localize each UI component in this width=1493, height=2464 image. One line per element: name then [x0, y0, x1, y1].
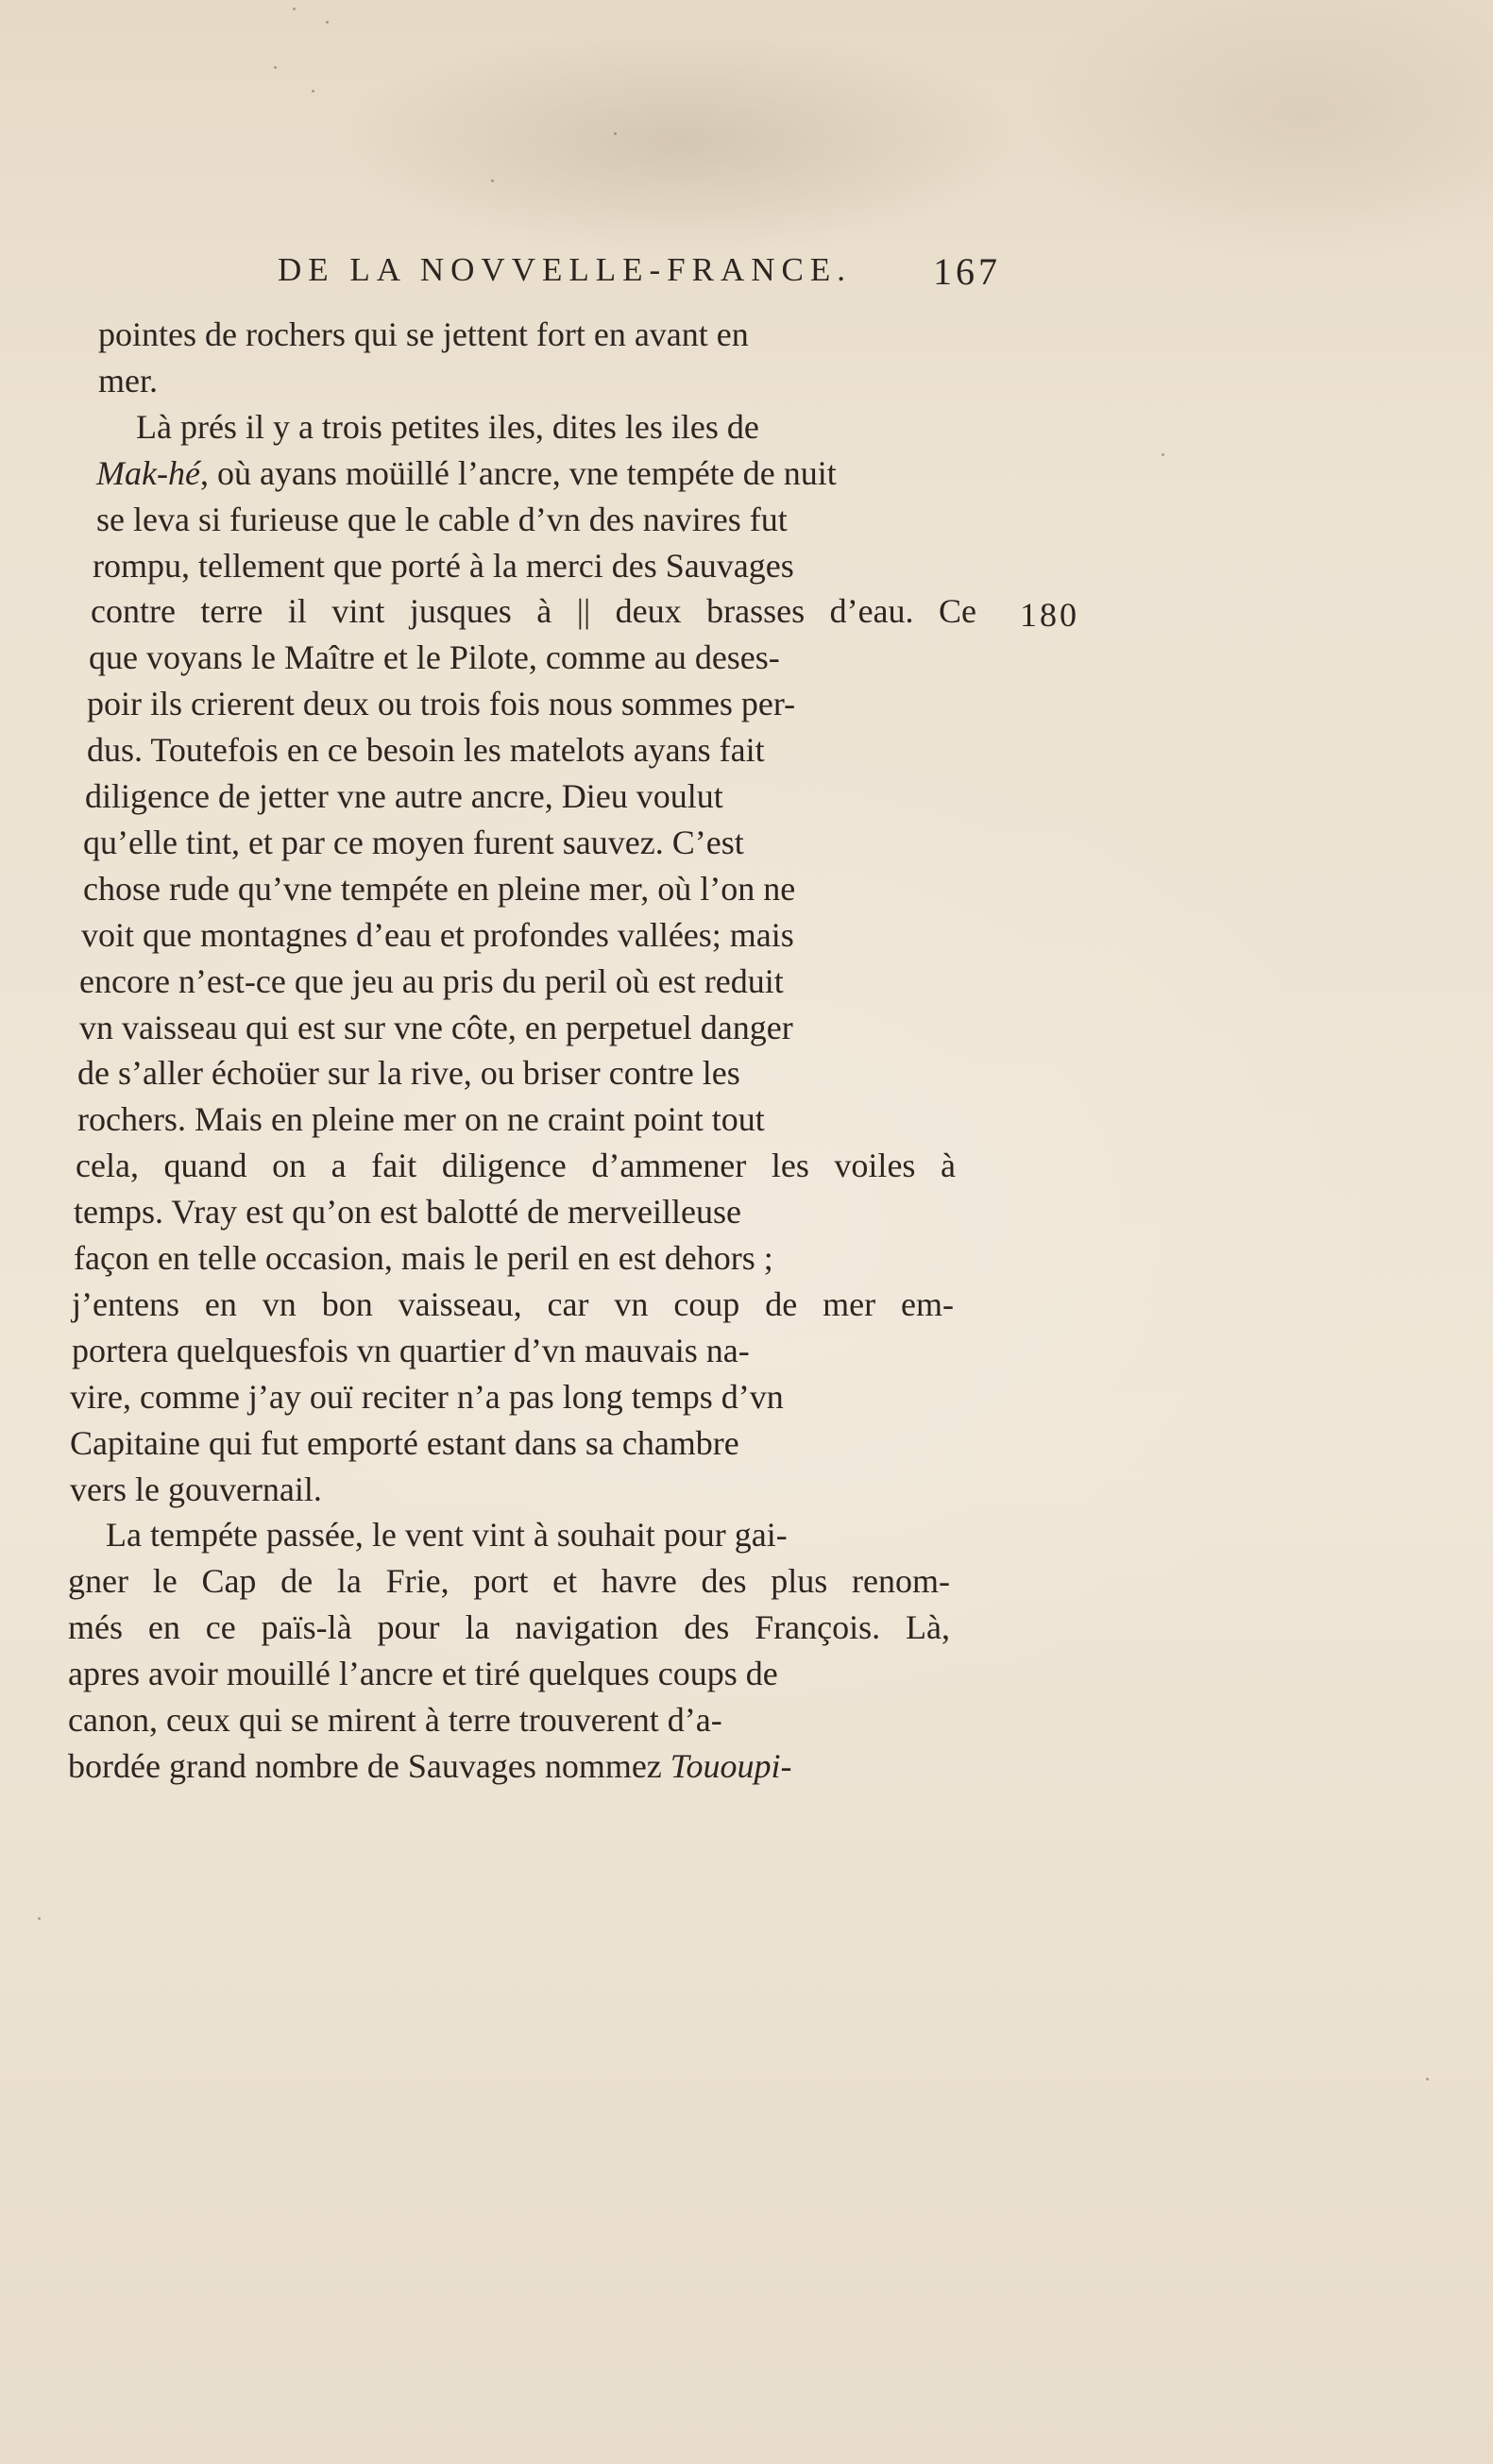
text-line [85, 773, 723, 819]
text-segment: vers le gouvernail. [70, 1470, 322, 1508]
text-segment: de s’aller échoüer sur la rive, ou briser contre les [77, 1054, 740, 1093]
paper-speck [614, 132, 617, 135]
text-line [68, 1743, 792, 1789]
text-line [98, 358, 158, 403]
text-line [106, 1512, 788, 1557]
paper-speck [293, 8, 296, 10]
text-line [70, 1420, 739, 1466]
text-segment: , où ayans moüillé l’ancre, vne tempéte de nuit [199, 453, 837, 492]
text-segment: dus. Toutefois en ce besoin les matelots ayans fait [87, 731, 765, 770]
text-segment: temps. Vray est qu’on est balotté de merveilleuse [74, 1193, 741, 1232]
text-line [83, 820, 744, 865]
text-segment: mer. [98, 361, 158, 399]
text-line [68, 1697, 722, 1742]
margin-line-number: 180 [1020, 596, 1079, 634]
paper-speck [1162, 453, 1164, 456]
text-line [72, 1282, 954, 1327]
text-segment: poir ils crierent deux ou trois fois nous sommes per- [87, 685, 796, 723]
text-line [87, 681, 795, 726]
text-line [70, 1374, 784, 1419]
text-segment: qu’elle tint, et par ce moyen furent sauvez. C’est [83, 823, 744, 861]
text-segment: pointes de rochers qui se jettent fort en avant en [98, 315, 749, 353]
text-line [68, 1605, 950, 1650]
text-line [72, 1328, 750, 1373]
text-line [96, 497, 788, 542]
text-line [89, 635, 780, 680]
paper-speck [274, 66, 277, 69]
text-segment: Là prés il y a trois petites iles, dites les iles de [136, 407, 759, 446]
paper-speck [491, 179, 494, 182]
text-line [93, 543, 794, 588]
paper-speck [326, 21, 329, 24]
text-line [81, 912, 794, 958]
text-segment: més en ce païs-là pour la navigation des François. Là, [68, 1608, 950, 1647]
text-line [96, 450, 837, 496]
italic-text: Tououpi- [670, 1746, 792, 1785]
paper-speck [1426, 2078, 1429, 2081]
paper-speck [312, 90, 314, 93]
text-segment: que voyans le Maître et le Pilote, comme au deses- [89, 638, 780, 677]
text-segment: voit que montagnes d’eau et profondes vallées; mais [81, 915, 794, 954]
text-segment: vire, comme j’ay ouï reciter n’a pas long temps d’vn [70, 1377, 784, 1416]
text-segment: La tempéte passée, le vent vint à souhait pour gai- [106, 1516, 788, 1555]
running-title: DE LA NOVVELLE-FRANCE. [278, 251, 852, 288]
text-line [68, 1558, 950, 1604]
text-segment: contre terre il vint jusques à || deux brasses d’eau. Ce [91, 592, 976, 631]
italic-text: Mak-hé [96, 453, 200, 492]
text-segment: se leva si furieuse que le cable d’vn des navires fut [96, 500, 788, 538]
running-header [272, 247, 999, 304]
text-segment: gner le Cap de la Frie, port et havre des plus renom- [68, 1562, 950, 1601]
page-number: 167 [933, 250, 1001, 293]
text-segment: portera quelquesfois vn quartier d’vn mauvais na- [72, 1331, 750, 1369]
text-segment: canon, ceux qui se mirent à terre trouverent d’a- [68, 1701, 722, 1739]
text-line [79, 959, 784, 1004]
text-line [74, 1189, 741, 1234]
text-line [68, 1651, 778, 1696]
text-segment: façon en telle occasion, mais le peril en est dehors ; [74, 1239, 773, 1277]
text-segment: j’entens en vn bon vaisseau, car vn coup de mer em- [72, 1284, 954, 1323]
text-line [136, 404, 759, 450]
text-segment: cela, quand on a fait diligence d’ammener les voiles à [76, 1147, 956, 1185]
text-line [74, 1235, 773, 1281]
text-segment: diligence de jetter vne autre ancre, Dieu voulut [85, 777, 723, 815]
text-line [98, 312, 749, 357]
text-line [77, 1050, 740, 1096]
text-segment: encore n’est-ce que jeu au pris du peril où est reduit [79, 961, 784, 1000]
text-line [70, 1467, 322, 1512]
text-segment: rompu, tellement que porté à la merci des Sauvages [93, 546, 794, 585]
text-line [91, 588, 976, 634]
text-segment: bordée grand nombre de Sauvages nommez [68, 1746, 670, 1785]
text-segment: Capitaine qui fut emporté estant dans sa chambre [70, 1423, 739, 1462]
text-line [87, 727, 765, 773]
text-segment: vn vaisseau qui est sur vne côte, en perpetuel danger [79, 1008, 793, 1046]
text-segment: rochers. Mais en pleine mer on ne craint point tout [77, 1100, 765, 1139]
text-segment: apres avoir mouillé l’ancre et tiré quelques coups de [68, 1655, 778, 1693]
text-line [83, 866, 795, 911]
paper-speck [38, 1917, 41, 1920]
text-line [79, 1005, 793, 1050]
text-line [76, 1143, 956, 1188]
text-line [77, 1096, 765, 1142]
text-segment: chose rude qu’vne tempéte en pleine mer, où l’on ne [83, 869, 796, 908]
